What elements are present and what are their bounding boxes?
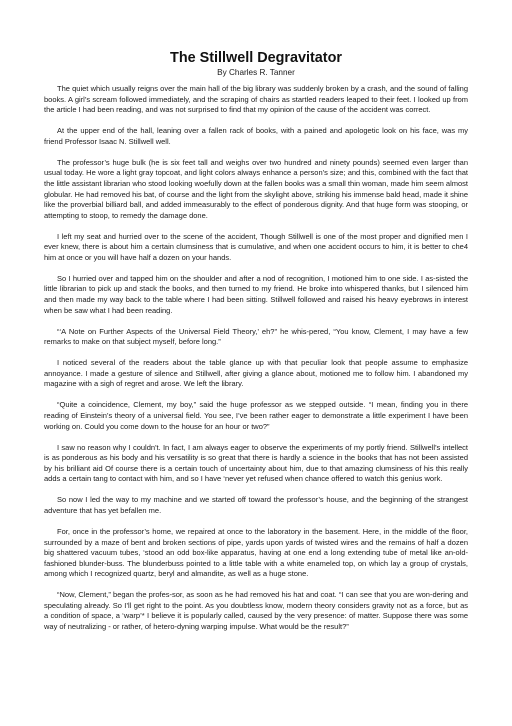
story-title: The Stillwell Degravitator	[170, 50, 342, 66]
paragraph: I noticed several of the readers about the table glance up with that peculiar look that people assume to emphasize annoyance. I made a gesture of silence and Stillwell, after giving a glance about, motioned me to follow him. I abandoned my magazine with a sigh of regret and arose. We left the library.	[44, 358, 468, 389]
paragraph: At the upper end of the hall, leaning over a fallen rack of books, with a pained and apologetic look on his face, was my friend Professor Isaac N. Stillwell well.	[44, 126, 468, 146]
paragraph: “Quite a coincidence, Clement, my boy,” said the huge professor as we stepped outside. “I mean, finding you in there reading of Einstein’s theory of a universal field. You see, I’ve been rather eager to demonstrate a little experiment I have been working on. Could you come down to the house for an hour or two?”	[44, 400, 468, 431]
story-body	[44, 84, 468, 633]
paragraph: “Now, Clement,” began the profes-sor, as soon as he had removed his hat and coat. “I can see that you are won-dering and speculating already. So I’ll get right to the point. As you doubtless know, modern theory considers gravity not as a force, but as a condition of space, a ‘warp’* I believe it is popularly called, caused by the very presence: of matter. Suppose there was some way of neutralizing - or rather, of hetero-dyning warping impulse. What would be the result?”	[44, 590, 468, 632]
paragraph: So now I led the way to my machine and we started off toward the professor’s house, and the beginning of the strangest adventure that has yet befallen me.	[44, 495, 468, 515]
paragraph: The quiet which usually reigns over the main hall of the big library was suddenly broken by a crash, and the sound of falling books. A girl’s scream followed immediately, and the scraping of chairs as startled readers leaped to their feet. I looked up from the article I had been reading, and was not surprised to find that my opinion of the cause of the accident was correct.	[44, 84, 468, 115]
author-byline: By Charles R. Tanner	[217, 68, 295, 77]
paragraph: So I hurried over and tapped him on the shoulder and after a nod of recognition, I motioned him to one side. I as-sisted the little librarian to pick up and stack the books, and then turned to my friend. He broke into whispered thanks, but I silenced him and then made my way back to the table where I had been sitting. Stillwell followed and raised his heavy eyebrows in interest when be saw what I had been reading.	[44, 273, 468, 315]
paragraph: I saw no reason why I couldn't. In fact, I am always eager to observe the experiments of my portly friend. Stillwell’s intellect is as ponderous as his body and his versatility is so great that there is hardly a science in the books that has not been assisted by his brilliant aid Of course there is a certain touch of uncertainty about him, due to that amazing clumsiness of his this really adds a certain tang to contact with him, and so I have ‘never yet refused when chance offered to watch this genius work.	[44, 442, 468, 484]
paragraph: “‘A Note on Further Aspects of the Universal Field Theory,’ eh?” he whis-pered, “You know, Clement, I may have a few remarks to make on that subject myself, before long.”	[44, 326, 468, 347]
paragraph: The professor’s huge bulk (he is six feet tall and weighs over two hundred and ninety pounds) seemed even larger than usual today. He wore a light gray topcoat, and light colors always enhance a person’s size; and this, combined with the fact that the little assistant librarian who stood looking woefully down at the fallen books was a small thin woman, made him seem almost globular. He had removed his bat, of course and the light from the skylight above, striking his immense bald head, made it shine like the proverbial billiard ball, and added immeasurably to the effect of ponderous dignity. And that huge form was stooping, or attempting to stoop, to remedy the damage done.	[44, 157, 468, 220]
paragraph: For, once in the professor’s home, we repaired at once to the laboratory in the basement. Here, in the middle of the floor, surrounded by a maze of bent and broken sections of pipe, yards upon yards of twisted wires and the remains of half a dozen big shattered vacuum tubes, ‘stood an odd box-like apparatus, having at one end a long extending tube of metal like an-old-fashioned blunder-buss. The blunderbuss pointed to a little table with a white enameled top, on which lay a group of crystals, among which I recognized quartz, beryl and almandite, as well as a huge stone.	[44, 526, 468, 579]
paragraph: I left my seat and hurried over to the scene of the accident, Though Stillwell is one of the most proper and dignified men I ever knew, there is about him a certain clumsiness that is cumulative, and when one accident occurs to him, it is better to che4 him at once or you will have half a dozen on your hands.	[44, 231, 468, 262]
